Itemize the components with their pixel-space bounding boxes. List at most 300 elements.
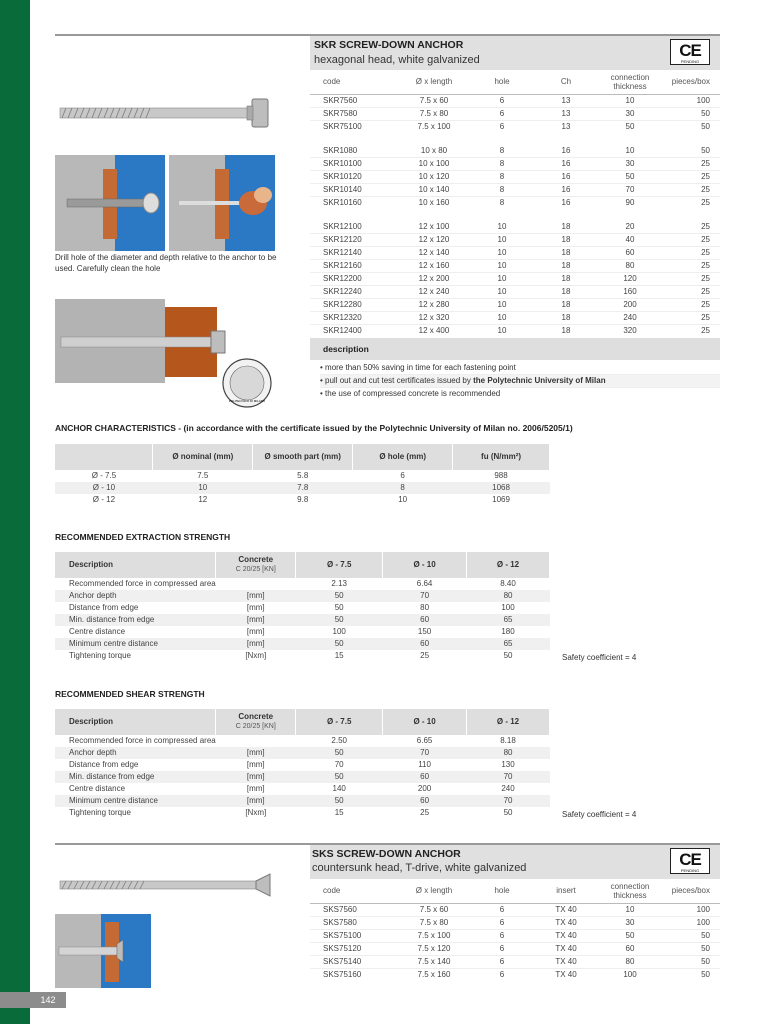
bullet-3: • the use of compressed concrete is recommended: [320, 389, 501, 398]
col-connection-thickness: connection thickness: [598, 70, 662, 94]
skr-cell-pieces: 25: [662, 285, 720, 298]
description-label: description: [323, 344, 369, 354]
extraction-cell: Anchor depth: [55, 590, 216, 602]
shear-cell: 50: [296, 771, 383, 783]
characteristics-row: [55, 482, 550, 494]
skr-row: [310, 157, 720, 170]
skr-row: [310, 311, 720, 324]
extraction-cell: 50: [334, 603, 344, 612]
sks-cell-hole: 6: [470, 955, 534, 968]
skr-cell-connection: 200: [598, 298, 662, 311]
skr-cell-ch: 16: [534, 170, 598, 183]
skr-cell-pieces: 25: [662, 246, 720, 259]
skr-cell-connection: 50: [625, 121, 635, 131]
characteristics-row: [55, 470, 550, 482]
sks-cell-pieces: 50: [701, 969, 710, 979]
skr-cell-hole: 10: [470, 272, 534, 285]
sks-row: [310, 968, 720, 981]
extraction-cell: 50: [296, 590, 383, 602]
shear-cell: Min. distance from edge: [55, 771, 216, 783]
skr-cell-connection: 10: [598, 95, 662, 108]
skr-cell-ch: 18: [534, 298, 598, 311]
skr-row: [310, 285, 720, 298]
characteristics-cell: 8: [353, 482, 453, 494]
description-bullets: [320, 362, 720, 400]
skr-cell-length: 12 x 280: [398, 298, 470, 311]
sks-row: [310, 916, 720, 929]
skr-cell-connection: 320: [623, 325, 637, 335]
skr-cell-hole: 10: [470, 221, 534, 234]
characteristics-row: [55, 494, 550, 506]
bullet-2: • pull out and cut test certificates issued by the Polytechnic University of Milan: [320, 375, 720, 388]
shear-table: [55, 709, 550, 819]
col-length: Ø x length: [398, 70, 470, 94]
skr-cell-hole: 8: [470, 170, 534, 183]
skr-cell-hole: 10: [470, 233, 534, 246]
skr-cell-ch: 18: [561, 325, 571, 335]
skr-cell-ch: 18: [534, 246, 598, 259]
shear-cell: 50: [296, 747, 383, 759]
shear-title: RECOMMENDED SHEAR STRENGTH: [55, 689, 205, 699]
skr-row: [310, 95, 720, 108]
extraction-cell: 25: [420, 651, 430, 660]
sks-cell-code: SKS7560: [310, 903, 398, 916]
shear-cell: 50: [503, 808, 513, 817]
characteristics-table: [55, 444, 550, 506]
skr-cell-hole: 10: [470, 259, 534, 272]
sks-col-code: code: [310, 879, 398, 903]
skr-cell-hole: 10: [470, 246, 534, 259]
sks-col-hole: hole: [470, 879, 534, 903]
extraction-cell: [Nxm]: [245, 651, 267, 660]
skr-cell-code: SKR10160: [323, 197, 362, 207]
shear-col-75: Ø - 7.5: [296, 709, 383, 735]
extraction-cell: 70: [383, 590, 467, 602]
sks-ce-mark-icon: [670, 848, 710, 874]
ce-mark-text: CE: [679, 41, 701, 60]
extraction-cell: 150: [417, 627, 432, 636]
sks-cell-insert: TX 40: [534, 916, 598, 929]
extraction-cell: Min. distance from edge: [55, 614, 216, 626]
characteristics-cell: 5.8: [297, 471, 309, 480]
extraction-cell: Centre distance: [69, 627, 126, 636]
col-hole: hole: [470, 70, 534, 94]
sks-installed-illustration: [55, 914, 151, 988]
shear-cell: Centre distance: [69, 784, 126, 793]
shear-cell: 70: [334, 760, 344, 769]
sks-col-connection-thickness: connection thickness: [598, 879, 662, 903]
characteristics-cell: 6: [400, 471, 405, 480]
skr-cell-code: SKR7580: [310, 107, 398, 120]
skr-cell-length: 12 x 140: [398, 246, 470, 259]
extraction-cell: 50: [503, 651, 513, 660]
shear-row: [55, 759, 550, 771]
skr-cell-connection: 40: [598, 233, 662, 246]
extraction-row: [55, 614, 550, 626]
skr-cell-code: SKR10140: [310, 183, 398, 196]
skr-cell-length: 12 x 200: [398, 272, 470, 285]
sks-cell-code: SKS75140: [310, 955, 398, 968]
skr-cell-connection: 120: [598, 272, 662, 285]
skr-cell-connection: 90: [625, 197, 635, 207]
skr-cell-ch: 18: [534, 233, 598, 246]
shear-cell: 130: [501, 760, 515, 769]
sks-cell-insert: TX 40: [534, 942, 598, 955]
extraction-cell: 60: [383, 614, 467, 626]
shear-col-description: Description: [55, 709, 216, 735]
extraction-cell: 50: [296, 638, 383, 650]
skr-cell-pieces: 25: [662, 170, 720, 183]
skr-installed-illustration: [55, 299, 285, 409]
skr-cell-hole: 10: [470, 298, 534, 311]
extraction-table: [55, 552, 550, 662]
skr-cell-hole: 8: [470, 157, 534, 170]
shear-cell: 15: [334, 808, 344, 817]
sks-cell-insert: TX 40: [534, 929, 598, 942]
skr-row: [310, 183, 720, 196]
sks-cell-pieces: 100: [662, 903, 720, 916]
sks-cell-connection: 50: [598, 929, 662, 942]
skr-cell-ch: 16: [534, 183, 598, 196]
skr-cell-hole: 6: [470, 95, 534, 108]
skr-cell-length: 7.5 x 60: [398, 95, 470, 108]
sks-anchor-illustration: [56, 872, 276, 898]
extraction-cell: [216, 578, 296, 590]
skr-cell-length: 12 x 400: [418, 325, 450, 335]
extraction-row: [55, 590, 550, 602]
skr-cell-connection: 240: [598, 311, 662, 324]
characteristics-cell: Ø - 12: [92, 495, 116, 504]
skr-cell-connection: 20: [598, 221, 662, 234]
skr-cell-hole: 8: [470, 145, 534, 158]
shear-cell: Tightening torque: [69, 808, 131, 817]
skr-row: [310, 107, 720, 120]
shear-col-concrete: Concrete C 20/25 [KN]: [216, 709, 296, 735]
skr-cell-length: 10 x 160: [418, 197, 450, 207]
skr-cell-connection: 10: [598, 145, 662, 158]
ce-mark-icon: [670, 39, 710, 65]
extraction-cell: [mm]: [216, 590, 296, 602]
extraction-safety-coefficient: Safety coefficient = 4: [562, 653, 637, 662]
characteristics-cell: Ø - 10: [55, 482, 153, 494]
sks-ce-pending-text: PENDING: [680, 868, 700, 873]
skr-cell-length: 12 x 160: [398, 259, 470, 272]
shear-row: [55, 795, 550, 807]
shear-cell: 6.65: [416, 736, 433, 745]
green-side-bar: [0, 0, 30, 1024]
skr-cell-code: SKR12200: [310, 272, 398, 285]
skr-cell-pieces: 25: [662, 298, 720, 311]
skr-cell-ch: 18: [534, 272, 598, 285]
extraction-cell: 6.64: [416, 579, 433, 588]
sks-cell-hole: 6: [470, 916, 534, 929]
characteristics-cell: 9.8: [297, 495, 309, 504]
sks-cell-hole: 6: [499, 969, 505, 979]
ext-col-12: Ø - 12: [467, 552, 550, 578]
description-bar: [310, 338, 720, 360]
extraction-cell: [mm]: [216, 614, 296, 626]
skr-cell-length: 7.5 x 100: [417, 121, 451, 131]
skr-product-table: [310, 70, 720, 337]
char-col-smooth: Ø smooth part (mm): [253, 444, 353, 470]
skr-cell-pieces: 25: [701, 197, 710, 207]
shear-cell: Recommended force in compressed area: [69, 736, 216, 745]
sks-cell-code: SKS7580: [310, 916, 398, 929]
col-pieces-box: pieces/box: [662, 70, 720, 94]
characteristics-cell: 1069: [492, 495, 510, 504]
shear-safety-coefficient: Safety coefficient = 4: [562, 810, 637, 819]
shear-row: [55, 747, 550, 759]
ext-col-concrete: Concrete C 20/25 [KN]: [216, 552, 296, 578]
skr-cell-pieces: 100: [662, 95, 720, 108]
drill-step-illustration: [55, 155, 165, 251]
extraction-cell: 65: [467, 638, 550, 650]
shear-cell: 200: [417, 784, 432, 793]
sks-cell-pieces: 100: [662, 916, 720, 929]
skr-cell-hole: 8: [499, 197, 505, 207]
sks-subtitle: countersunk head, T-drive, white galvanized: [312, 862, 527, 874]
sks-cell-length: 7.5 x 140: [398, 955, 470, 968]
shear-cell: [mm]: [216, 771, 296, 783]
sks-col-length: Ø x length: [398, 879, 470, 903]
skr-title: SKR SCREW-DOWN ANCHOR: [314, 39, 464, 51]
skr-cell-connection: 30: [598, 107, 662, 120]
extraction-cell: 15: [334, 651, 344, 660]
characteristics-cell: 1068: [453, 482, 550, 494]
skr-cell-connection: 70: [598, 183, 662, 196]
clean-hole-illustration: [169, 155, 275, 251]
skr-cell-code: SKR12240: [310, 285, 398, 298]
characteristics-cell: 988: [494, 471, 508, 480]
skr-anchor-illustration: [56, 94, 276, 134]
skr-cell-code: SKR1080: [310, 145, 398, 158]
shear-cell: 2.50: [331, 736, 347, 745]
skr-cell-ch: 16: [561, 197, 571, 207]
skr-cell-hole: 10: [497, 325, 507, 335]
shear-cell: [mm]: [246, 784, 265, 793]
skr-cell-hole: 10: [470, 311, 534, 324]
extraction-cell: 8.40: [500, 579, 516, 588]
sks-row: [310, 903, 720, 916]
extraction-cell: 180: [501, 627, 515, 636]
sks-cell-hole: 6: [470, 942, 534, 955]
characteristics-cell: Ø - 7.5: [91, 471, 117, 480]
shear-cell: 110: [418, 760, 431, 769]
characteristics-cell: 7.5: [197, 471, 209, 480]
skr-cell-pieces: 50: [662, 145, 720, 158]
characteristics-cell: 10: [398, 495, 408, 504]
shear-cell: 140: [332, 784, 346, 793]
shear-col-12: Ø - 12: [467, 709, 550, 735]
extraction-cell: 80: [467, 590, 550, 602]
extraction-cell: [mm]: [246, 603, 265, 612]
skr-cell-length: 10 x 120: [398, 170, 470, 183]
shear-cell: 60: [383, 795, 467, 807]
sks-cell-connection: 60: [598, 942, 662, 955]
skr-cell-code: SKR12280: [310, 298, 398, 311]
extraction-row: [55, 578, 550, 590]
sks-cell-insert: TX 40: [534, 955, 598, 968]
shear-row: [55, 807, 550, 819]
sks-title: SKS SCREW-DOWN ANCHOR: [312, 848, 461, 860]
sks-cell-connection: 10: [598, 903, 662, 916]
skr-cell-connection: 80: [598, 259, 662, 272]
shear-cell: Minimum centre distance: [55, 795, 216, 807]
drill-caption: Drill hole of the diameter and depth relative to the anchor to be used. Carefully clean the hole: [55, 253, 277, 273]
col-ch: Ch: [534, 70, 598, 94]
ext-col-description: Description: [55, 552, 216, 578]
extraction-cell: 60: [383, 638, 467, 650]
extraction-row: [55, 638, 550, 650]
extraction-cell: 100: [501, 603, 515, 612]
skr-cell-pieces: 50: [662, 107, 720, 120]
ce-pending-text: PENDING: [680, 59, 700, 64]
skr-cell-code: SKR12320: [310, 311, 398, 324]
skr-cell-code: SKR12140: [310, 246, 398, 259]
sks-cell-code: SKS75160: [323, 969, 362, 979]
skr-cell-pieces: 25: [662, 221, 720, 234]
sks-cell-connection: 30: [598, 916, 662, 929]
skr-cell-hole: 6: [470, 107, 534, 120]
bullet-1: • more than 50% saving in time for each fastening point: [320, 362, 720, 375]
skr-cell-ch: 18: [534, 311, 598, 324]
skr-cell-length: 12 x 120: [398, 233, 470, 246]
characteristics-cell: 7.8: [253, 482, 353, 494]
shear-cell: 50: [296, 795, 383, 807]
extraction-row: [55, 650, 550, 662]
sks-col-insert: insert: [534, 879, 598, 903]
col-code: code: [310, 70, 398, 94]
sks-cell-pieces: 50: [662, 955, 720, 968]
sks-cell-code: SKS75100: [310, 929, 398, 942]
characteristics-title: ANCHOR CHARACTERISTICS - (in accordance with the certificate issued by the Polytechnic University of Milan no. 2006/5205/1): [55, 423, 573, 433]
skr-cell-hole: 10: [470, 285, 534, 298]
char-col-fu: fu (N/mm²): [453, 444, 550, 470]
shear-cell: [mm]: [216, 747, 296, 759]
skr-cell-code: SKR12400: [323, 325, 362, 335]
sks-cell-insert: TX 40: [555, 969, 577, 979]
skr-row: [310, 221, 720, 234]
skr-cell-code: SKR12120: [310, 233, 398, 246]
characteristics-cell: 10: [153, 482, 253, 494]
skr-cell-pieces: 25: [662, 272, 720, 285]
extraction-title: RECOMMENDED EXTRACTION STRENGTH: [55, 532, 231, 542]
skr-cell-pieces: 25: [662, 183, 720, 196]
sks-ce-mark-text: CE: [679, 850, 701, 869]
skr-cell-pieces: 50: [701, 121, 710, 131]
sks-cell-length: 7.5 x 100: [398, 929, 470, 942]
shear-cell: 240: [501, 784, 515, 793]
group-spacer: [310, 133, 720, 145]
skr-row: [310, 196, 720, 209]
sks-cell-insert: TX 40: [534, 903, 598, 916]
skr-cell-ch: 13: [561, 121, 571, 131]
sks-product-table: [310, 879, 720, 981]
sks-row: [310, 955, 720, 968]
skr-cell-ch: 18: [534, 259, 598, 272]
char-col-hole: Ø hole (mm): [353, 444, 453, 470]
extraction-cell: 65: [467, 614, 550, 626]
shear-cell: [mm]: [216, 795, 296, 807]
skr-cell-pieces: 25: [662, 311, 720, 324]
skr-row: [310, 233, 720, 246]
extraction-cell: Tightening torque: [69, 651, 131, 660]
shear-cell: [216, 735, 296, 747]
skr-cell-length: 10 x 100: [398, 157, 470, 170]
sks-col-pieces-box: pieces/box: [662, 879, 720, 903]
skr-cell-connection: 160: [598, 285, 662, 298]
extraction-row: [55, 626, 550, 638]
ext-col-10: Ø - 10: [383, 552, 467, 578]
page-number: 142: [0, 992, 66, 1008]
extraction-cell: 2.13: [331, 579, 347, 588]
skr-cell-ch: 18: [534, 285, 598, 298]
sks-cell-hole: 6: [470, 903, 534, 916]
seal-text: POLITECNICO DI MILANO: [228, 399, 266, 403]
skr-cell-pieces: 25: [662, 157, 720, 170]
shear-row: [55, 735, 550, 747]
skr-row: [310, 145, 720, 158]
shear-cell: 70: [383, 747, 467, 759]
shear-cell: [mm]: [246, 760, 265, 769]
skr-cell-connection: 60: [598, 246, 662, 259]
skr-cell-code: SKR10120: [310, 170, 398, 183]
skr-cell-ch: 13: [534, 95, 598, 108]
skr-cell-ch: 16: [534, 157, 598, 170]
shear-cell: 70: [467, 795, 550, 807]
shear-cell: Anchor depth: [55, 747, 216, 759]
shear-cell: 8.18: [500, 736, 516, 745]
skr-cell-ch: 13: [534, 107, 598, 120]
skr-row: [310, 246, 720, 259]
shear-col-10: Ø - 10: [383, 709, 467, 735]
sks-row: [310, 929, 720, 942]
sks-cell-length: 7.5 x 80: [398, 916, 470, 929]
sks-cell-pieces: 50: [662, 929, 720, 942]
sks-cell-length: 7.5 x 120: [398, 942, 470, 955]
skr-cell-pieces: 25: [701, 325, 710, 335]
skr-cell-code: SKR12100: [310, 221, 398, 234]
skr-cell-connection: 30: [598, 157, 662, 170]
sks-cell-length: 7.5 x 60: [398, 903, 470, 916]
skr-cell-length: 7.5 x 80: [398, 107, 470, 120]
skr-cell-code: SKR10100: [310, 157, 398, 170]
shear-cell: 80: [467, 747, 550, 759]
skr-row: [310, 298, 720, 311]
skr-cell-hole: 8: [470, 183, 534, 196]
shear-cell: 25: [420, 808, 430, 817]
shear-cell: 70: [467, 771, 550, 783]
extraction-cell: Distance from edge: [69, 603, 139, 612]
skr-cell-ch: 16: [534, 145, 598, 158]
sks-cell-length: 7.5 x 160: [417, 969, 451, 979]
sks-cell-hole: 6: [470, 929, 534, 942]
shear-cell: 60: [383, 771, 467, 783]
char-col-blank: [55, 444, 153, 470]
sks-cell-connection: 100: [623, 969, 637, 979]
ext-col-75: Ø - 7.5: [296, 552, 383, 578]
group-spacer: [310, 209, 720, 221]
skr-cell-code: SKR75100: [323, 121, 362, 131]
extraction-cell: Recommended force in compressed area: [69, 579, 216, 588]
sks-cell-pieces: 50: [662, 942, 720, 955]
skr-row: [310, 170, 720, 183]
skr-cell-pieces: 25: [662, 259, 720, 272]
extraction-row: [55, 602, 550, 614]
skr-row: [310, 324, 720, 337]
shear-row: [55, 783, 550, 795]
skr-cell-length: 12 x 320: [398, 311, 470, 324]
